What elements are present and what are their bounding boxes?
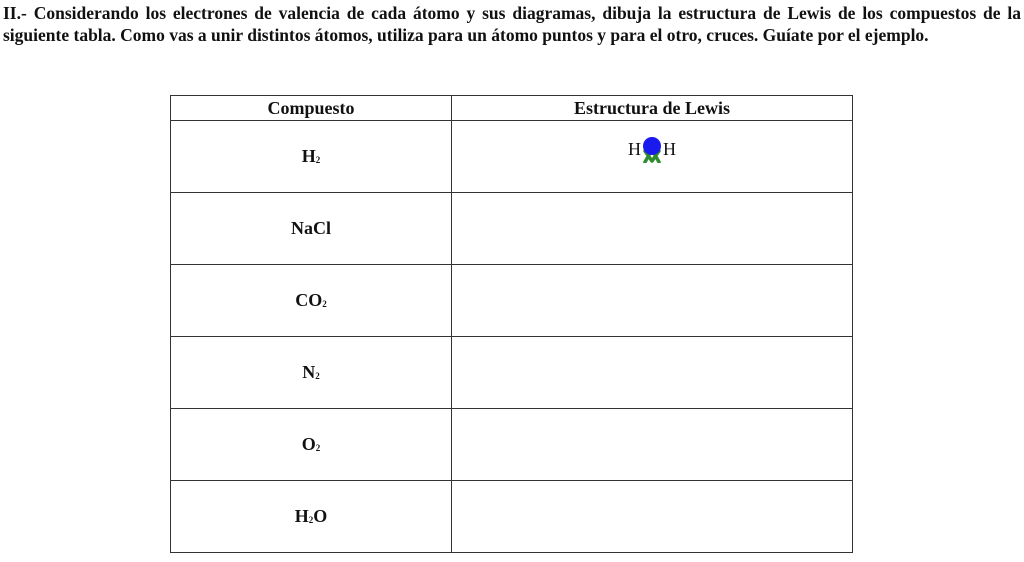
lewis-cell[interactable] <box>452 265 853 337</box>
compound-formula: $H_2O$ <box>294 506 328 526</box>
compound-cell <box>171 121 452 193</box>
compound-formula: $CO_2$ <box>295 290 327 310</box>
table-row <box>171 193 853 265</box>
lewis-structure-table <box>170 95 853 553</box>
lewis-cell[interactable] <box>452 121 853 193</box>
dot-mark <box>643 137 661 155</box>
table-row <box>171 265 853 337</box>
electron-pair-icon <box>640 137 664 163</box>
instructions-text: II.- Considerando los electrones de valencia de cada átomo y sus diagramas, dibuja la estructura de Lewis de los compuestos de la siguiente tabla. Como vas a unir distintos átomos, utiliza para un átomo puntos y para el otro, cruces. Guíate por el ejemplo. <box>3 3 1021 45</box>
compound-cell <box>171 409 452 481</box>
compound-formula: $H_2$ <box>301 146 321 166</box>
lewis-cell[interactable] <box>452 409 853 481</box>
compound-cell <box>171 265 452 337</box>
compound-formula: NaCl <box>291 218 331 238</box>
header-lewis-structure: Estructura de Lewis <box>452 96 853 121</box>
table-row <box>171 409 853 481</box>
table-header-row <box>171 96 853 121</box>
table-row <box>171 481 853 553</box>
table-row <box>171 121 853 193</box>
compound-formula: $O_2$ <box>301 434 321 454</box>
atom-right: H <box>663 139 676 159</box>
lewis-cell[interactable] <box>452 337 853 409</box>
header-compound: Compuesto <box>171 96 452 121</box>
lewis-cell[interactable] <box>452 481 853 553</box>
compound-formula: $N_2$ <box>302 362 320 382</box>
compound-cell <box>171 337 452 409</box>
compound-cell <box>171 193 452 265</box>
table-row <box>171 337 853 409</box>
lewis-cell[interactable] <box>452 193 853 265</box>
lewis-example-h2 <box>628 137 676 163</box>
atom-left: H <box>628 139 641 159</box>
compound-cell <box>171 481 452 553</box>
